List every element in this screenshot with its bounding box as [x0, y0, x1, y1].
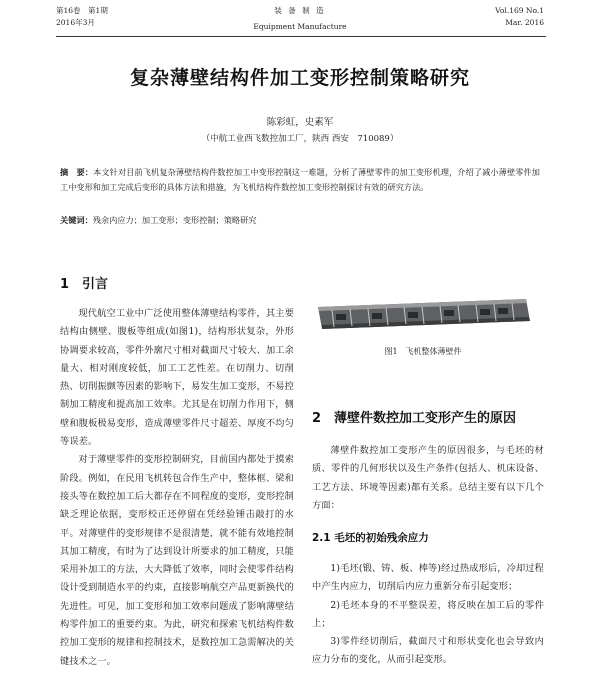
- keywords: [60, 213, 540, 227]
- figure1-caption: 图1 飞机整体薄壁件: [384, 347, 462, 356]
- header-rule: [56, 36, 546, 37]
- header-date-cn: 2016年3月: [56, 18, 95, 27]
- section2-item1: 1)毛坯(锻、铸、板、棒等)经过热成形后，冷却过程中产生内应力，切削后内应力重新分布引起变形；: [312, 563, 544, 593]
- keywords-label: 关键词：: [60, 215, 93, 225]
- header-date-en: Mar. 2016: [505, 18, 544, 27]
- paper-authors: 陈彩虹，史素军: [266, 117, 334, 128]
- abstract-text: 本文针对目前飞机复杂薄壁结构件数控加工中变形控制这一难题，分析了薄壁零件的加工变形机理，介绍了减小薄壁零件加工中变形和加工完成后变形的具体方法和措施，为飞机结构件数控加工变形控制探讨有效的研究方法。: [60, 167, 540, 192]
- keywords-text: 残余内应力；加工变形；变形控制；策略研究: [92, 215, 257, 225]
- paper-title: 复杂薄壁结构件加工变形控制策略研究: [129, 67, 470, 89]
- section2-item2: 2)毛坯本身的不平整误差，将反映在加工后的零件上；: [312, 599, 544, 629]
- left-column: [60, 305, 294, 671]
- section2-1-heading: 2.1 毛坯的初始残余应力: [312, 532, 429, 544]
- abstract: [60, 165, 540, 195]
- header-journal-en: Equipment Manufacture: [253, 22, 347, 31]
- header-journal-cn: 装 备 制 造: [274, 6, 326, 15]
- section2-para1: 薄壁件数控加工变形产生的原因很多，与毛坯的材质、零件的几何形状以及生产条件(包括人、机床设备、工艺方法、环境等因素)都有关系。总结主要有以下几个方面：: [312, 445, 544, 511]
- section2-heading: 2 薄壁件数控加工变形产生的原因: [312, 411, 517, 426]
- section2-intro: [312, 442, 544, 515]
- section2-1-body: [312, 560, 544, 670]
- section1-heading: 1 引言: [60, 277, 109, 292]
- header-vol: Vol.169 No.1: [495, 6, 544, 15]
- section1-para2: 对于薄壁零件的变形控制研究，目前国内都处于摸索阶段。例如，在民用飞机转包合作生产中，整体框、梁和接头等在数控加工后大都存在不同程度的变形，变形控制缺乏理论依据，变形校正还停留在凭经验锤击敲打的水平。对薄壁件的变形规律不是很清楚，就不能有效地控制其加工精度，有时为了达到设计所要求的加工精度，只能采用补加工的方法，大大降低了效率，同时会使零件结构设计受到制造水平的约束，直接影响航空产品更新换代的先进性。可见，加工变形和加工效率问题成了影响薄壁结构零件加工的重要约束。为此，研究和探索飞机结构件数控加工变形的规律和控制技术，是数控加工急需解决的关键技术之一。: [60, 454, 294, 667]
- header-issue: 第16卷 第1期: [56, 6, 108, 15]
- section2-item3: 3)零件经切削后，截面尺寸和形状变化也会导致内应力分布的变化，从而引起变形。: [312, 636, 544, 666]
- paper-affiliation: （中航工业西飞数控加工厂，陕西 西安 710089）: [201, 134, 399, 144]
- abstract-label: 摘 要：: [60, 167, 94, 177]
- section1-para1: 现代航空工业中广泛使用整体薄壁结构零件，其主要结构由侧壁、腹板等组成(如图1)，结构形状复杂，外形协调要求较高，零件外廓尺寸相对截面尺寸较大、加工余量大、相对刚度较低，加工工艺性差。在切削力、切削热、切削振颤等因素的影响下，易发生加工变形，不易控制加工精度和提高加工效率。尤其是在切削力作用下，侧壁和腹板极易变形，造成薄壁零件尺寸超差、厚度不均匀等误差。: [60, 308, 294, 448]
- figure1-beam-image: [312, 297, 534, 331]
